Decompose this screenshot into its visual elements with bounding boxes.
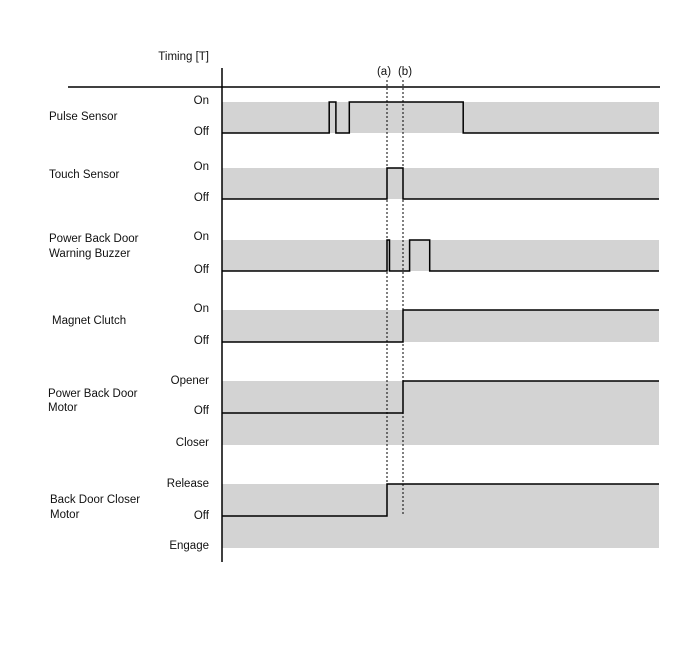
state-bands xyxy=(222,102,659,548)
signal-name: Warning Buzzer xyxy=(49,248,131,260)
state-label: Closer xyxy=(175,437,209,449)
signal-labels xyxy=(48,95,210,552)
state-label: On xyxy=(193,161,209,173)
state-band xyxy=(222,310,659,342)
state-label: Off xyxy=(193,192,209,204)
waveforms xyxy=(222,102,659,516)
signal-name: Power Back Door xyxy=(49,233,139,245)
state-label: Release xyxy=(166,478,209,490)
state-label: Off xyxy=(193,405,209,417)
state-band xyxy=(222,168,659,199)
timing-label: Timing [T] xyxy=(158,51,209,63)
state-label: Engage xyxy=(169,540,209,552)
state-label: Off xyxy=(193,335,209,347)
state-label: On xyxy=(193,231,209,243)
signal-name: Motor xyxy=(50,509,80,521)
signal-name: Power Back Door xyxy=(48,388,138,400)
signal-name: Touch Sensor xyxy=(49,169,120,181)
state-band xyxy=(222,102,659,133)
state-band xyxy=(222,240,659,271)
signal-name: Motor xyxy=(48,402,78,414)
state-label: On xyxy=(193,95,209,107)
signal-name: Back Door Closer xyxy=(50,494,141,506)
state-label: Off xyxy=(193,126,209,138)
marker-b-label: (b) xyxy=(397,66,413,78)
state-label: On xyxy=(193,303,209,315)
state-label: Off xyxy=(193,264,209,276)
marker-a-label: (a) xyxy=(376,66,392,78)
state-label: Off xyxy=(193,510,209,522)
signal-name: Magnet Clutch xyxy=(52,315,127,327)
signal-name: Pulse Sensor xyxy=(49,111,118,123)
state-label: Opener xyxy=(170,375,209,387)
